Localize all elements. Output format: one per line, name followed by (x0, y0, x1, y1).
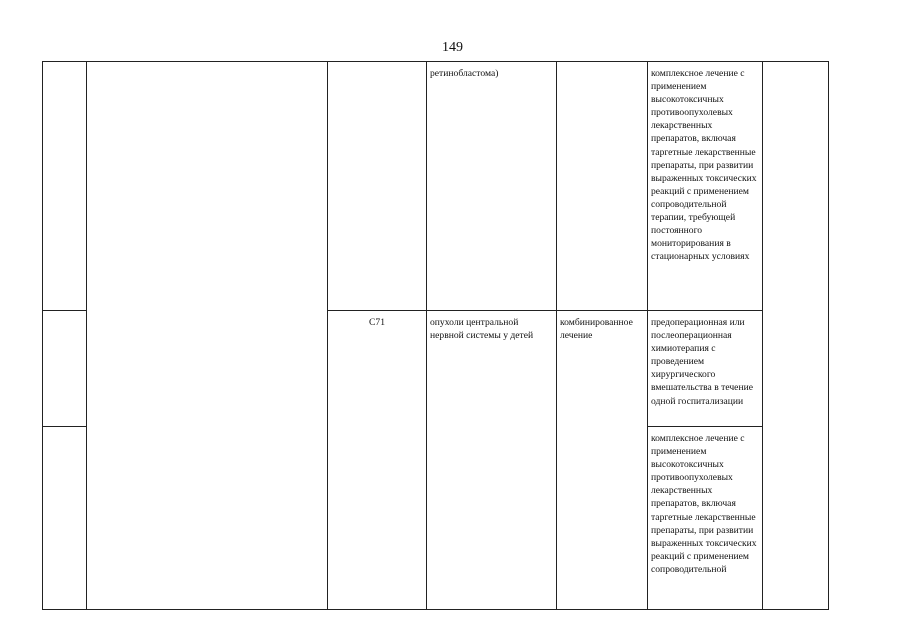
treatment-type-cell: комбинированное лечение (560, 317, 633, 342)
page-number: 149 (442, 40, 463, 55)
column-divider (86, 61, 87, 610)
column-divider (762, 61, 763, 610)
diagnosis-cell: опухоли центральной нервной системы у детей (430, 317, 534, 342)
icd-code-cell: C71 (369, 317, 385, 328)
row-divider (42, 310, 86, 311)
treatment-method-cell: комплексное лечение с применением высокотоксичных противоопухолевых лекарственных препаратов, включая таргетные лекарственные препараты, при развитии выраженных токсических реакций с применением сопроводительной терапии, требующей постоянного мониторирования в стационарных условиях (651, 68, 757, 263)
treatment-method-cell: комплексное лечение с применением высокотоксичных противоопухолевых лекарственных препаратов, включая таргетные лекарственные препараты, при развитии выраженных токсических реакций с применением сопроводительной (651, 433, 757, 575)
row-divider (42, 426, 86, 427)
diagnosis-cell: ретинобластома) (430, 68, 499, 79)
treatment-method-cell: предоперационная или послеоперационная химиотерапия с проведением хирургического вмешательства в течение одной госпитализации (651, 317, 753, 407)
